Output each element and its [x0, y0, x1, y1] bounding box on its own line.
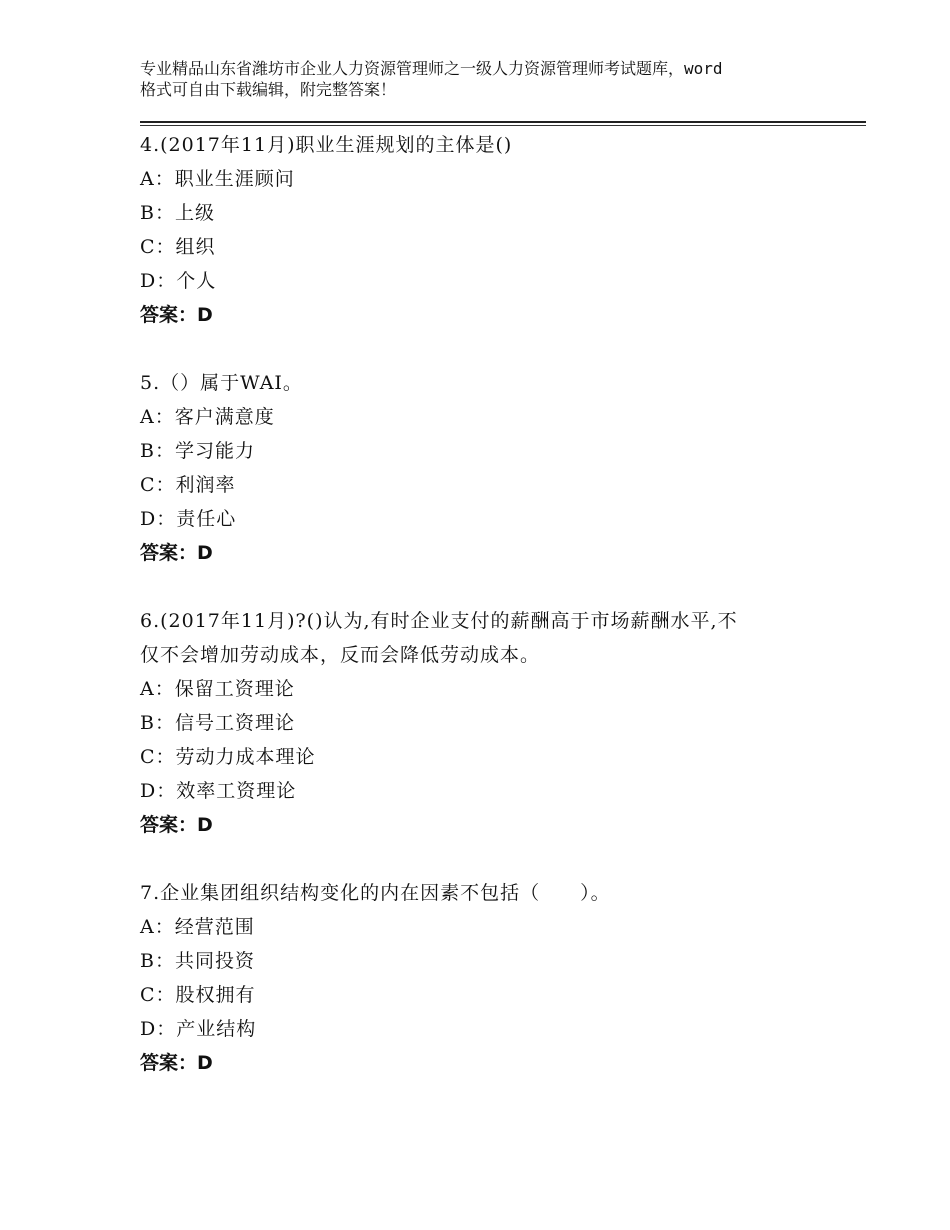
option-a: A：保留工资理论	[140, 678, 295, 700]
question-stem-line-1: 6.(2017年11月)?()认为,有时企业支付的薪酬高于市场薪酬水平,不	[140, 610, 738, 632]
option-d: D：产业结构	[140, 1018, 257, 1040]
answer-line: 答案：D	[140, 542, 213, 564]
question-stem-line-2: 仅不会增加劳动成本，反而会降低劳动成本。	[140, 644, 541, 666]
option-a: A：经营范围	[140, 916, 255, 938]
document-header	[140, 58, 840, 100]
header-line-1: 专业精品山东省潍坊市企业人力资源管理师之一级人力资源管理师考试题库，word	[140, 59, 723, 78]
question-stem: 7.企业集团组织结构变化的内在因素不包括（ ）。	[140, 882, 611, 904]
header-divider-thin	[140, 125, 866, 126]
header-line-2: 格式可自由下载编辑，附完整答案！	[140, 80, 397, 99]
question-4	[140, 128, 840, 332]
option-d: D：效率工资理论	[140, 780, 297, 802]
option-b: B：共同投资	[140, 950, 255, 972]
option-b: B：上级	[140, 202, 215, 224]
option-c: C：利润率	[140, 474, 236, 496]
option-d: D：个人	[140, 270, 217, 292]
answer-line: 答案：D	[140, 304, 213, 326]
option-a: A：职业生涯顾问	[140, 168, 295, 190]
answer-line: 答案：D	[140, 1052, 213, 1074]
answer-line: 答案：D	[140, 814, 213, 836]
option-b: B：信号工资理论	[140, 712, 295, 734]
question-5	[140, 366, 840, 570]
option-d: D：责任心	[140, 508, 237, 530]
option-a: A：客户满意度	[140, 406, 275, 428]
question-list	[140, 128, 840, 1080]
header-divider-thick	[140, 121, 866, 123]
option-c: C：股权拥有	[140, 984, 256, 1006]
question-stem: 5.（）属于WAI。	[140, 372, 303, 394]
option-b: B：学习能力	[140, 440, 255, 462]
question-stem: 4.(2017年11月)职业生涯规划的主体是()	[140, 134, 513, 156]
question-7	[140, 876, 840, 1080]
option-c: C：劳动力成本理论	[140, 746, 316, 768]
option-c: C：组织	[140, 236, 216, 258]
question-6	[140, 604, 840, 842]
